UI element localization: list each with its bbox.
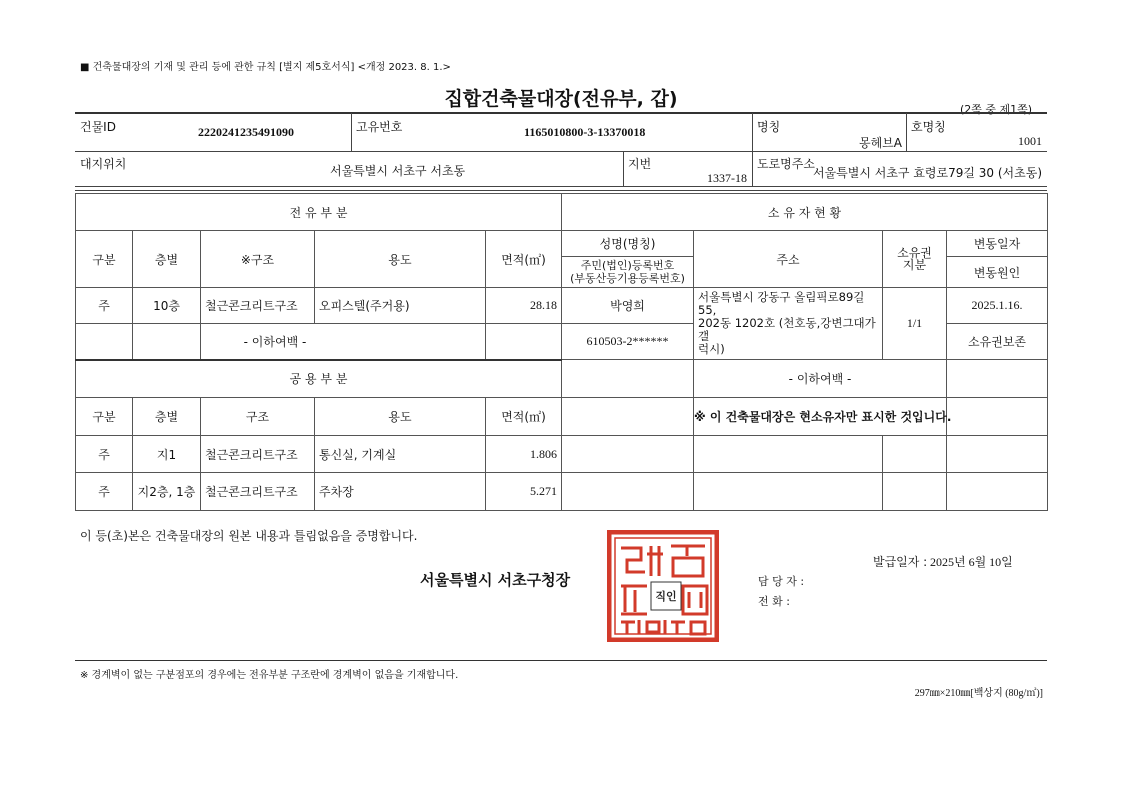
cm-row1-structure: 철근콘크리트구조 [201, 436, 315, 473]
form-reference-note: ■ 건축물대장의 기재 및 관리 등에 관한 규칙 [별지 제5호서식] <개정 2023. 8. 1.> [80, 62, 451, 73]
unique-no-label: 고유번호 [356, 120, 403, 134]
certification-text: 이 등(초)본은 건축물대장의 원본 내용과 틀림없음을 증명합니다. [80, 529, 418, 543]
owner-header-change-date: 변동일자 [947, 231, 1048, 257]
exclusive-section-header: 전 유 부 분 [76, 194, 562, 231]
cm-row1-category: 주 [76, 436, 133, 473]
ex-header-use: 용도 [315, 231, 486, 288]
ex-row-category: 주 [76, 288, 133, 324]
unit-value: 1001 [1018, 134, 1042, 148]
officer-label: 담 당 자 : [758, 575, 805, 588]
cm-header-area: 면적(㎡) [486, 398, 562, 436]
page-title: 집합건축물대장(전유부, 갑) [444, 88, 678, 110]
owner-reg-no: 610503-2****** [562, 324, 694, 360]
owner-share: 1/1 [883, 288, 947, 360]
official-seal [607, 530, 719, 642]
owner-name: 박영희 [562, 288, 694, 324]
unit-label: 호명칭 [911, 120, 946, 134]
paper-size-note: 297㎜×210㎜[백상지 (80g/㎡)] [914, 688, 1043, 699]
cm-header-structure: 구조 [201, 398, 315, 436]
current-owner-note: ※ 이 건축물대장은 현소유자만 표시한 것입니다. [694, 398, 947, 436]
owner-header-change-cause: 변동원인 [947, 257, 1048, 288]
building-id-label: 건물ID [80, 120, 116, 134]
cm-row2-category: 주 [76, 473, 133, 511]
ex-header-category: 구분 [76, 231, 133, 288]
unique-no-value: 1165010800-3-13370018 [524, 125, 646, 139]
ex-header-floor: 층별 [133, 231, 201, 288]
cm-row1-floor: 지1 [133, 436, 201, 473]
footer-divider [75, 660, 1047, 661]
owner-header-reg-no: 주민(법인)등록번호 (부동산등기용등록번호) [562, 257, 694, 288]
owner-header-share: 소유권 지분 [883, 231, 947, 288]
ex-row-structure: 철근콘크리트구조 [201, 288, 315, 324]
cm-row1-use: 통신실, 기계실 [315, 436, 486, 473]
ex-row-floor: 10층 [133, 288, 201, 324]
owner-header-address: 주소 [694, 231, 883, 288]
cm-row2-area: 5.271 [486, 473, 562, 511]
issue-date-label: 발급일자 : [873, 555, 928, 569]
cm-header-category: 구분 [76, 398, 133, 436]
ledger-table [75, 193, 1048, 511]
ex-header-structure: ※구조 [201, 231, 315, 288]
cm-row2-structure: 철근콘크리트구조 [201, 473, 315, 511]
road-address-label: 도로명주소 [757, 157, 815, 171]
owner-section-header: 소 유 자 현 황 [562, 194, 1048, 231]
ex-row-use: 오피스텔(주거용) [315, 288, 486, 324]
cm-row1-area: 1.806 [486, 436, 562, 473]
cm-row2-use: 주차장 [315, 473, 486, 511]
cm-header-floor: 층별 [133, 398, 201, 436]
site-value: 서울특별시 서초구 서초동 [330, 164, 466, 178]
lot-label: 지번 [628, 157, 652, 171]
road-address-value: 서울특별시 서초구 효령로79길 30 (서초동) [812, 166, 1042, 180]
ex-header-area: 면적(㎡) [486, 231, 562, 288]
lot-value: 1337-18 [707, 171, 747, 185]
ex-below-blank: - 이하여백 - [201, 324, 486, 360]
owner-address: 서울특별시 강동구 올림픽로89길 55, 202동 1202호 (천호동,강변그대가 갤 럭시) [694, 288, 883, 360]
common-section-header: 공 용 부 분 [76, 360, 562, 398]
building-name-value: 몽헤브A [859, 136, 902, 150]
site-label: 대지위치 [80, 157, 127, 171]
building-id-value: 2220241235491090 [198, 125, 294, 139]
partition-wall-note: ※ 경계벽이 없는 구분점포의 경우에는 전유부분 구조란에 경계벽이 없음을 기재합니다. [80, 670, 459, 681]
phone-label: 전 화 : [758, 595, 790, 608]
owner-change-cause: 소유권보존 [947, 324, 1048, 360]
page-indicator: (2쪽 중 제1쪽) [960, 103, 1033, 116]
cm-header-use: 용도 [315, 398, 486, 436]
owner-below-blank: - 이하여백 - [694, 360, 947, 398]
name-label: 명칭 [757, 120, 781, 134]
ex-row-area: 28.18 [486, 288, 562, 324]
issuer-name: 서울특별시 서초구청장 [420, 571, 571, 589]
seal-mark: 직인 [655, 590, 677, 603]
issue-date-value: 2025년 6월 10일 [930, 555, 1013, 569]
cm-row2-floor: 지2층, 1층 [133, 473, 201, 511]
owner-change-date: 2025.1.16. [947, 288, 1048, 324]
owner-header-name: 성명(명칭) [562, 231, 694, 257]
